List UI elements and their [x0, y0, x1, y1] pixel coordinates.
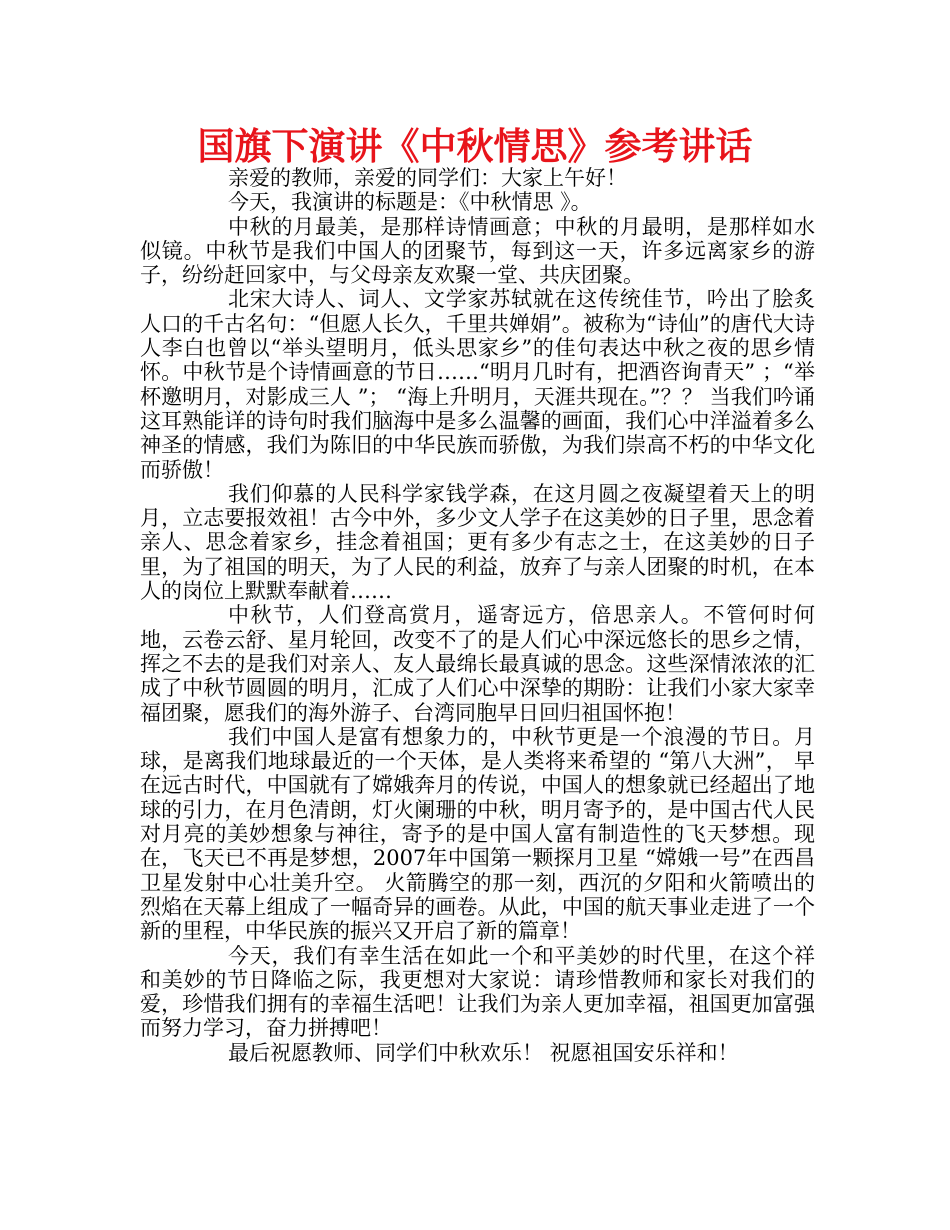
document-title: 国旗下演讲《中秋情思》参考讲话	[197, 125, 753, 168]
body-paragraph: 北宋大诗人、词人、文学家苏轼就在这传统佳节，吟出了脍炙人口的千古名句：“但愿人长久，千里共婵娟”。被称为“诗仙”的唐代大诗人李白也曾以“举头望明月，低头思家乡”的佳句表达中秋之夜的思乡情怀。中秋节是个诗情画意的节日……“明月几时有，把酒咨询青天” ；“举杯邀明月，对影成三人 ”； “海上升明月，天涯共现在。”？？ 当我们吟诵这耳熟能详的诗句时我们脑海中是多么温馨的画面，我们心中洋溢着多么神圣的情感，我们为陈旧的中华民族而骄傲，为我们崇高不朽的中华文化而骄傲！	[140, 287, 815, 482]
body-paragraph: 中秋的月最美，是那样诗情画意；中秋的月最明，是那样如水似镜。中秋节是我们中国人的团聚节，每到这一天，许多远离家乡的游子，纷纷赶回家中，与父母亲友欢聚一堂、共庆团聚。	[140, 214, 815, 288]
body-paragraph: 中秋节，人们登高赏月，遥寄远方，倍思亲人。不管何时何地，云卷云舒、星月轮回，改变不了的是人们心中深远悠长的思乡之情，挥之不去的是我们对亲人、友人最绵长最真诚的思念。这些深情浓浓的汇成了中秋节圆圆的明月，汇成了人们心中深挚的期盼：让我们小家大家幸福团聚，愿我们的海外游子、台湾同胞早日回归祖国怀抱！	[140, 603, 815, 725]
body-paragraph: 今天，我们有幸生活在如此一个和平美妙的时代里，在这个祥和美妙的节日降临之际，我更想对大家说：请珍惜教师和家长对我们的爱，珍惜我们拥有的幸福生活吧！让我们为亲人更加幸福，祖国更加富强而努力学习，奋力拼搏吧！	[140, 943, 815, 1041]
greeting-paragraph: 亲爱的教师，亲爱的同学们：大家上午好！	[228, 166, 627, 190]
body-paragraph: 我们中国人是富有想象力的，中秋节更是一个浪漫的节日。月球，是离我们地球最近的一个天体，是人类将来希望的 “第八大洲”， 早在远古时代，中国就有了嫦娥奔月的传说，中国人的想象就已经超出了地球的引力，在月色清朗，灯火阑珊的中秋，明月寄予的，是中国古代人民对月亮的美妙想象与神往，寄予的是中国人富有制造性的飞天梦想。现在，飞天已不再是梦想，2007年中国第一颗探月卫星 “嫦娥一号”在西昌卫星发射中心壮美升空。 火箭腾空的那一刻，西沉的夕阳和火箭喷出的烈焰在天幕上组成了一幅奇异的画卷。从此，中国的航天事业走进了一个新的里程，中华民族的振兴又开启了新的篇章！	[140, 724, 815, 944]
body-paragraph: 我们仰慕的人民科学家钱学森，在这月圆之夜凝望着天上的明月，立志要报效祖！古今中外，多少文人学子在这美妙的日子里，思念着亲人、思念着家乡，挂念着祖国；更有多少有志之士，在这美妙的日子里，为了祖国的明天，为了人民的利益，放弃了与亲人团聚的时机，在本人的岗位上默默奉献着……	[140, 481, 815, 604]
document-body	[140, 166, 815, 1065]
topic-paragraph: 今天，我演讲的标题是：《中秋情思 》。	[228, 190, 592, 215]
closing-paragraph: 最后祝愿教师、同学们中秋欢乐！ 祝愿祖国安乐祥和！	[228, 1040, 739, 1065]
